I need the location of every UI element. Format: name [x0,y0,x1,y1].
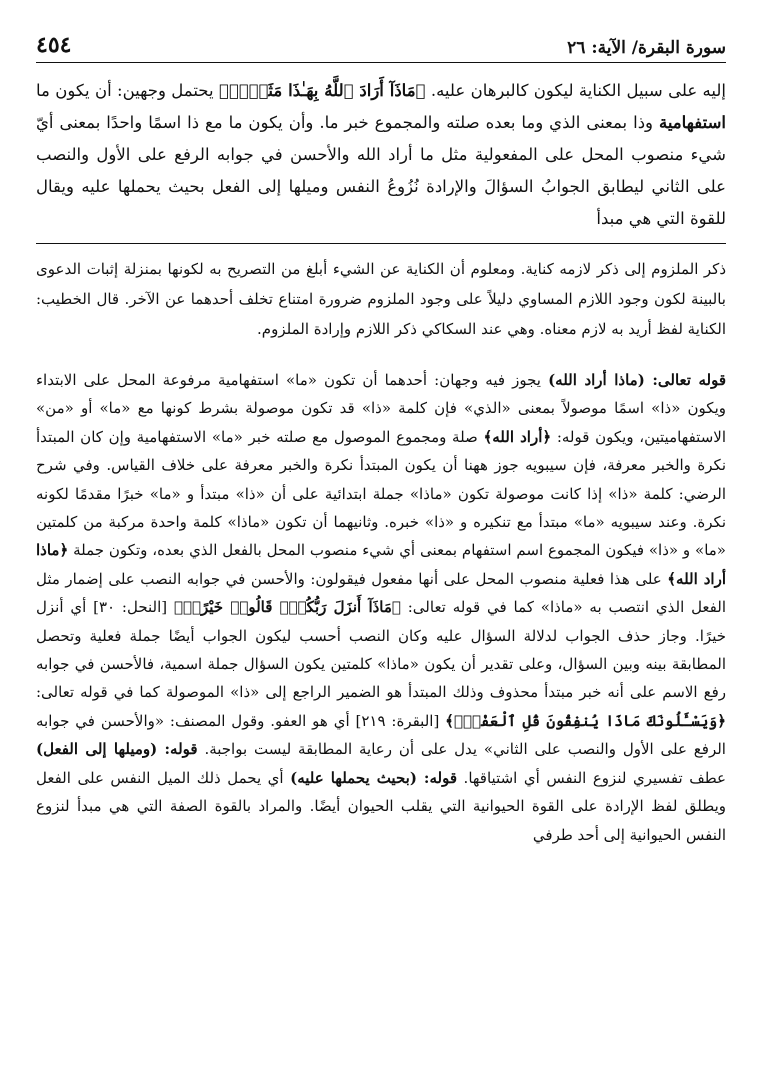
quran-verse: ﴿مَاذَآ أَرَادَ ٱللَّهُ بِهَـٰذَا مَثَلًاۘ﴾ [218,81,426,100]
page-number: ٤٥٤ [36,32,72,58]
main-paragraph [36,75,726,235]
quran-verse: ﴿أراد الله﴾ [483,427,552,446]
commentary-label: قوله: (بحيث يحملها عليه) [290,768,457,787]
bold-term: استفهامية [658,113,726,132]
main-text-segment: يحتمل وجهين: أن يكون ما [36,81,219,100]
commentary-label: قوله تعالى: (ماذا أراد الله) [548,371,726,389]
commentary-segment: صلة ومجموع الموصول مع صلته خبر «ما» الاستفهامية وإن كان المبتدأ نكرة والخبر معرفة، فإن سيبويه جوز ههنا أن يكون المبتدأ نكرة والخبر معرفة على خلاف القياس. وفي شرح الرضي: كلمة «ذا» إذا كانت موصولة تكون «ماذا» جملة ابتدائية على أن «ذا» مبتدأ و «ما» خبرًا مقدمًا لكونه نكرة. وعند سيبويه «ما» مبتدأ مع تنكيره و «ذا» خبره. وثانيهما أن تكون «ماذا» كلمة واحدة مركبة من كلمتين «ما» و «ذا» فيكون المجموع اسم استفهام بمعنى أي شيء منصوب المحل بالفعل الذي بعده، وتكون جملة [36,427,726,560]
quran-verse: ﴿وَيَسْـَٔلُونَكَ مَاذَا يُنفِقُونَ قُلِ ٱلْعَفْوَۗ﴾ [445,711,726,730]
main-tafsir-text [36,75,726,235]
quran-verse: ﴿مَاذَآ أَنزَلَ رَبُّكُمْۚ قَالُوا۟ خَيْرًاۗ﴾ [173,598,401,617]
footnote-separator [36,243,726,244]
commentary-segment: يجوز فيه وجهان: أحدهما أن تكون «ما» استفهامية مرفوعة المحل على الابتداء ويكون «ذا» اسمًا موصولاً بمعنى «الذي» فإن كلمة «ذا» قد تكون موصولة بشرط كونها مع «ما» أو «من» الاستفهاميتين، ويكون قوله: [36,371,726,446]
commentary-paragraph [36,366,726,849]
commentary-segment: عطف تفسيري لنزوع النفس أي اشتياقها. [457,768,726,787]
quran-verse: ﴿ماذا أراد الله﴾ [36,541,726,588]
commentary-segment: على هذا فعلية منصوب المحل على أنها مفعول فيقولون: والأحسن في جوابه النصب على إضمار مثل الفعل الذي انتصب به «ماذا» كما في قوله تعالى: [36,569,726,617]
page-header [36,28,726,63]
main-text-segment: إليه على سبيل الكناية ليكون كالبرهان عليه. [425,81,726,100]
footnote-text: ذكر الملزوم إلى ذكر لازمه كناية. ومعلوم أن الكناية عن الشيء أبلغ من التصريح به لكونها بمنزلة إثبات الدعوى بالبينة لكون وجود اللازم المساوي دليلاً على وجود الملزوم ضرورة امتناع تخلف أحدهما عن الآخر. قال الخطيب: الكناية لفظ أريد به لازم معناه. وهي عند السكاكي ذكر اللازم وإرادة الملزوم. [36,260,726,338]
commentary-segment: أي يحمل ذلك الميل النفس على الفعل ويطلق لفظ الإرادة على القوة الحيوانية التي يقلب الحيوان أيضًا. والمراد بالقوة الصفة التي هي مبدأ لنزوع النفس الحيوانية إلى أحد طرفي [36,768,726,844]
commentary-label: قوله: (وميلها إلى الفعل) [36,740,198,759]
commentary-segment: [البقرة: ٢١٩] أي هو العفو. وقول المصنف: «والأحسن في جوابه الرفع على الأول والنصب على الثاني» يدل على أن رعاية المطابقة ليست بواجبة. [36,711,726,759]
commentary-text [36,366,726,849]
commentary-segment: [النحل: ٣٠] أي أنزل خيرًا. وجاز حذف الجواب لدلالة السؤال عليه وكان النصب أحسب ليكون الجواب أيضًا جملة فعلية وتحصل المطابقة بينه وبين السؤال، وعلى تقدير أن يكون «ماذا» كلمتين يكون السؤال جملة اسمية، فالأحسن في جوابه رفع الاسم على أنه خبر مبتدأ محذوف وذلك المبتدأ هو الضمير الراجع إلى «ذا» الموصولة كما في قوله تعالى: [36,598,726,702]
book-page [36,28,726,849]
surah-verse-title: سورة البقرة/ الآية: ٢٦ [567,38,726,58]
main-text-segment: وذا بمعنى الذي وما بعده صلته والمجموع خبر ما. وأن يكون ما مع ذا اسمًا واحدًا بمعنى أيّ شيء منصوب المحل على المفعولية مثل ما أراد الله والأحسن في جوابه الرفع على الأول والنصب على الثاني ليطابق الجوابُ السؤالَ والإرادة نُزُوعُ النفس وميلها إلى الفعل بحيث يحملها عليه ويقال للقوة التي هي مبدأ [36,113,726,228]
